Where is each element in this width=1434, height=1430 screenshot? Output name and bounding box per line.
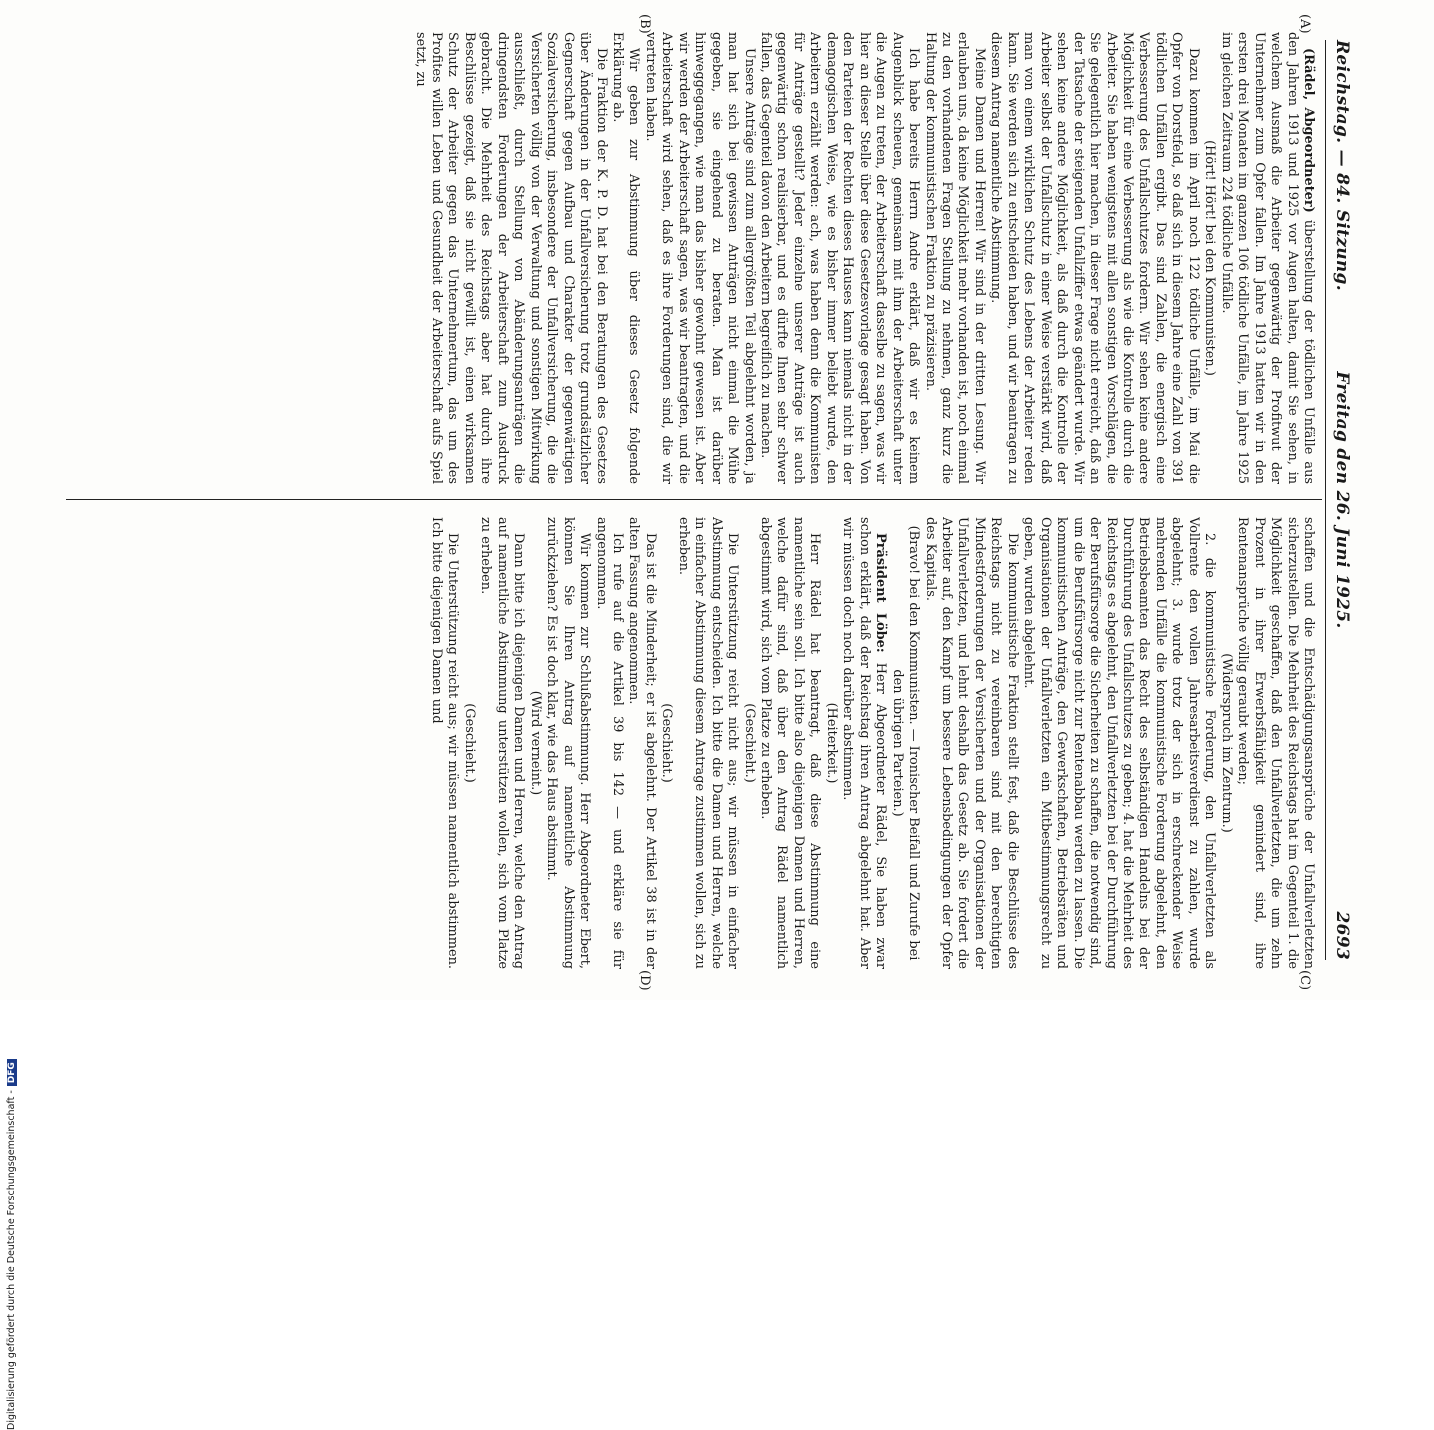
paragraph-text: Wir kommen zur Schlußabstimmung. Herr Abgeordneter Ebert, können Sie Ihren Antrag auf namentliche Abstimmung zurückziehen? Es ist doch klar, wie das Haus abstimmt.	[544, 517, 593, 969]
paragraph-text: schaffen und die Entschädigungsansprüche der Unfallverletzten sicherzustellen. Die Mehrheit des Reichstags hat im Gegenteil 1. die Möglichkeit geschaffen, daß den Unfallverletzten, die um zehn Prozent in ihrer Erwerbsfähigkeit gemindert sind, ihre Rentenansprüche völlig geraubt werden;	[1235, 517, 1316, 969]
paragraph	[411, 32, 608, 484]
stage-direction: (Widerspruch im Zentrum.)	[1218, 653, 1234, 833]
dfg-logo: DFG	[7, 1059, 17, 1086]
speaker-name: (Rädel, Abgeordneter)	[1301, 48, 1316, 213]
paragraph	[592, 517, 625, 969]
paragraph	[921, 32, 987, 484]
column-divider	[66, 499, 1322, 500]
paragraph-text: Meine Damen und Herren! Wir sind in der dritten Lesung. Wir erlauben uns, da keine Möglichkeit mehr vorhanden ist, noch einmal zu den vorhandenen Fragen Stellung zu nehmen, ganz kurz die Haltung der kommunistischen Fraktion zu präzisieren.	[922, 32, 987, 484]
paragraph	[625, 517, 658, 969]
paragraph	[839, 517, 888, 969]
header-rule	[1325, 40, 1326, 960]
footer-text: Digitalisierung gefördert durch die Deutsche Forschungsgemeinschaft -	[6, 1090, 17, 1430]
margin-marker-b: (B)	[637, 14, 652, 34]
paragraph-text: Unsere Anträge sind zum allergrößten Teil abgelehnt worden, ja man hat sich bei gewissen Anträgen nicht einmal die Mühe gegeben, sie eingehend zu beraten. Man ist darüber hinweggegangen, wie man das bisher gewohnt gewesen ist. Aber wir werden der Arbeiterschaft sagen, was wir beantragten, und die Arbeiterschaft wird sehen, daß es ihre Forderungen sind, die wir vertreten haben.	[642, 32, 757, 484]
stage-direction: (Wird verneint.)	[527, 690, 543, 796]
footer-credit	[6, 430, 17, 1430]
paragraph-text: Das ist die Minderheit; er ist abgelehnt. Der Artikel 38 ist in der alten Fassung angenommen.	[626, 517, 658, 969]
paragraph-text: Die Fraktion der K. P. D. hat bei den Beratungen des Gesetzes über Änderungen in der Unfallversicherung trotz grundsätzlicher Gegnerschaft gegen Aufbau und Charakter der gegenwärtigen Sozialversicherung, insbesondere der Unfallversicherung, die die Versicherten völlig von der Verwaltung und sonstigen Mitwirkung ausschließt, durch Stellung von Abänderungsanträgen die dringendsten Forderungen der Arbeiterschaft zum Ausdruck gebracht. Die Mehrheit des Reichstags aber hat durch ihre Beschlüsse gezeigt, daß sie nicht gewillt ist, einen wirksamen Schutz der Arbeiter gegen das Unternehmertum, das um des Profites willen Leben und Gesundheit der Arbeiterschaft aufs Spiel setzt, zu	[412, 32, 609, 484]
stage-direction: (Geschieht.)	[741, 703, 757, 783]
paragraph	[609, 32, 642, 484]
margin-marker-a: (A)	[1297, 14, 1312, 34]
stage-direction: (Geschieht.)	[461, 703, 477, 783]
stage-direction: (Geschieht.)	[659, 703, 675, 783]
stage-direction: (Hört! Hört! bei den Kommunisten.)	[1202, 140, 1218, 376]
paragraph-text: Ich rufe auf die Artikel 39 bis 142 — und erkläre sie für angenommen.	[593, 517, 625, 969]
paragraph-text: Herr Rädel hat beantragt, daß diese Abstimmung eine namentliche sein soll. Ich bitte also diejenigen Damen und Herren, welche dafür sind, daß über den Antrag Rädel namentlich abgestimmt wird, sich vom Platze zu erheben.	[758, 517, 823, 969]
stage-direction: (Bravo! bei den Kommunisten. — Ironischer Beifall und Zurufe bei den übrigen Parteien.)	[889, 525, 922, 961]
paragraph-text: Die kommunistische Fraktion stellt fest, daß die Beschlüsse des Reichstags nicht zu vereinbaren sind mit den berechtigten Mindestforderungen der Versicherten und der Organisationen der Unfallverletzten, und lehnt deshalb das Gesetz ab. Sie fordert die Arbeiter auf, den Kampf um bessere Lebensbedingungen der Opfer des Kapitals.	[922, 517, 1020, 969]
paragraph	[641, 32, 756, 484]
paragraph-text: Herr Abgeordneter Rädel, Sie haben zwar schon erklärt, daß der Reichstag ihren Antrag abgelehnt hat. Aber wir müssen doch noch darüber abstimmen.	[840, 517, 889, 969]
right-column	[66, 517, 1316, 969]
paragraph-text: Wir geben zur Abstimmung über dieses Gesetz folgende Erklärung ab.	[609, 32, 642, 484]
speaker-name: Präsident Löbe:	[873, 533, 889, 653]
header-center: Freitag den 26. Juni 1925.	[1332, 371, 1352, 629]
header-left: Reichstag. — 84. Sitzung.	[1332, 40, 1352, 291]
paragraph	[428, 517, 461, 969]
paragraph-text: Die Unterstützung reicht aus; wir müssen namentlich abstimmen. Ich bitte diejenigen Damen und	[428, 517, 461, 969]
page-header	[1330, 40, 1352, 960]
paragraph	[477, 517, 526, 969]
paragraph-text: Ich habe bereits Herrn Andre erklärt, daß wir es keinem Augenblick scheuen, gemeinsam mit ihm der Arbeiterschaft unter die Augen zu treten, der Arbeiterschaft dasselbe zu sagen, was wir hier an dieser Stelle über diese Gesetzesvorlage gesagt haben. Von den Parteien der Rechten dieses Hauses kann niemals nicht in der demagogischen Weise, wie es bisher immer beliebt wurde, den Arbeitern erzählt werden: ach, was haben denn die Kommunisten für Anträge gestellt? Jeder einzelne unserer Anträge ist auch gegenwärtig schon realisierbar, und es dürfte Ihnen sehr schwer fallen, das Gegenteil davon den Arbeitern begreiflich zu machen.	[758, 32, 922, 484]
paragraph	[674, 517, 740, 969]
paragraph	[921, 517, 1020, 969]
paragraph	[987, 32, 1201, 484]
margin-marker-d: (D)	[637, 970, 652, 991]
paragraph	[1234, 517, 1316, 969]
left-column	[66, 32, 1316, 484]
paragraph-text: überstellung der tödlichen Unfälle aus den Jahren 1913 und 1925 vor Augen halten, damit Sie sehen, in welchem Ausmaß die Arbeiter gegenwärtig der Profitwut der Unternehmer zum Opfer fallen. Im Jahre 1913 hatten wir in den ersten drei Monaten im ganzen 106 tödliche Unfälle, im Jahre 1925 im gleichen Zeitraum 224 tödliche Unfälle.	[1218, 32, 1316, 484]
paragraph	[757, 32, 922, 484]
paragraph	[757, 517, 823, 969]
paragraph	[543, 517, 592, 969]
margin-marker-c: (C)	[1297, 970, 1312, 991]
page-number: 2693	[1332, 911, 1352, 960]
paragraph	[1020, 517, 1217, 969]
paragraph-text: Die Unterstützung reicht nicht aus; wir müssen in einfacher Abstimmung entscheiden. Ich bitte die Damen und Herren, welche in einfacher Abstimmung diesem Antrage zustimmen wollen, sich zu erheben.	[675, 517, 741, 969]
paragraph-text: Dann bitte ich diejenigen Damen und Herren, welche den Antrag auf namentliche Abstimmung unterstützen wollen, sich vom Platze zu erheben.	[478, 517, 527, 969]
stage-direction: (Heiterkeit.)	[823, 702, 839, 784]
paragraph-text: Dazu kommen im April noch 122 tödliche Unfälle, im Mai die Opfer von Dorstfeld, so daß sich in diesem Jahre eine Zahl von 391 tödlichen Unfällen ergibt. Das sind Zahlen, die energisch eine Verbesserung des Unfallschutzes fordern. Wir sehen keine andere Möglichkeit für eine Verbesserung als wie die Kontrolle durch die Arbeiter. Sie haben wenigstens mit allen sonstigen Vorschlägen, die Sie gelegentlich hier machen, in dieser Frage nicht erreicht, daß an der Tatsache der steigenden Unfallziffer etwas geändert wurde. Wir sehen keine andere Möglichkeit, als daß durch die Kontrolle der Arbeiter selbst der Unfallschutz in einer Weise verstärkt wird, daß man von einem wirklichen Schutz des Lebens der Arbeiter reden kann. Sie werden sich zu entscheiden haben, und wir beantragen zu diesem Antrag namentliche Abstimmung.	[988, 32, 1201, 484]
paragraph	[1217, 32, 1316, 484]
paragraph-text: 2. die kommunistische Forderung, den Unfallverletzten als Vollrente den vollen Jahresarbeitsverdienst zu zahlen, wurde abgelehnt; 3. wurde trotz der sich in erschreckender Weise mehrenden Unfälle die kommunistische Forderung abgelehnt, den Betriebsbeamten das Recht des selbständigen Handelns bei der Durchführung des Unfallschutzes zu geben; 4. hat die Mehrheit des Reichstags es abgelehnt, den Unfallverletzten bei der Durchführung der Berufsfürsorge die Sicherheiten zu schaffen, die notwendig sind, um die Berufsfürsorge nicht zur Rentenabbau werden zu lassen. Die kommunistischen Anträge, den Gewerkschaften, Betriebsräten und Organisationen der Unfallverletzten ein Mitbestimmungsrecht zu geben, wurden abgelehnt.	[1021, 517, 1218, 969]
